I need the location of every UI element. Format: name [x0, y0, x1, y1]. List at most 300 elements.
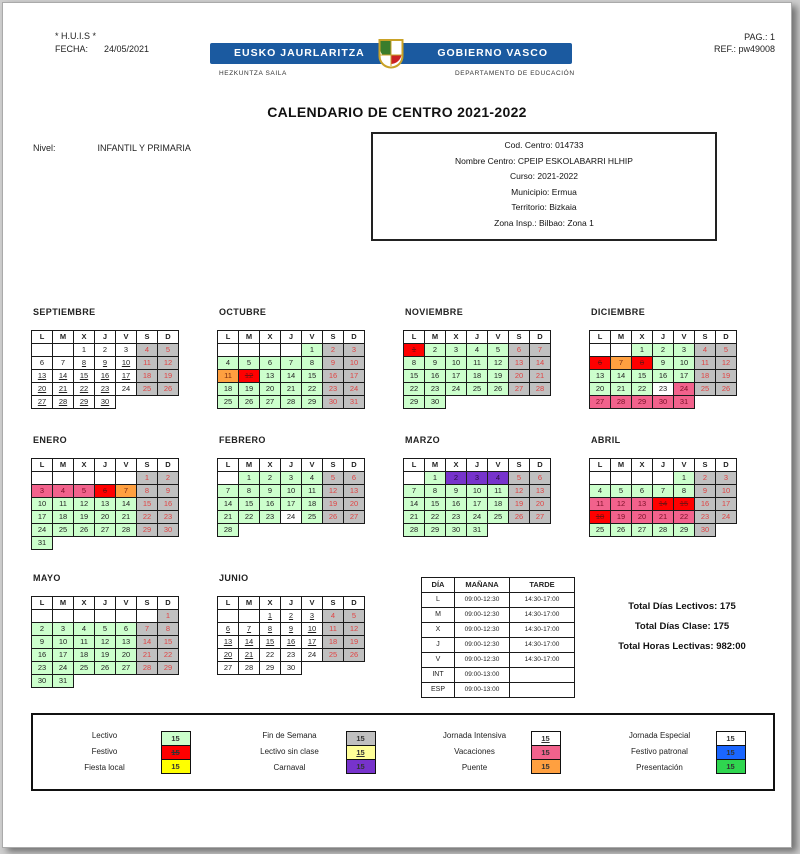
- day-header-cell: X: [259, 596, 281, 610]
- day-cell-blank: [238, 609, 260, 623]
- day-cell: 2: [322, 343, 344, 357]
- day-cell: 17: [715, 497, 737, 511]
- schedule-cell: 14:30-17:00: [509, 607, 575, 623]
- day-cell: 22: [238, 510, 260, 524]
- day-header-row: [217, 596, 365, 610]
- day-cell: 3: [115, 343, 137, 357]
- legend-label: Vacaciones: [454, 747, 495, 756]
- day-header-cell: J: [652, 458, 674, 472]
- day-cell: 10: [52, 635, 74, 649]
- day-cell: 23: [445, 510, 467, 524]
- legend-swatch: 15: [531, 731, 561, 746]
- schedule-cell: 14:30-17:00: [509, 652, 575, 668]
- day-cell: 9: [694, 484, 716, 498]
- basque-coat-of-arms-icon: [374, 36, 409, 71]
- day-cell-blank: [217, 471, 239, 485]
- day-cell: 10: [301, 622, 323, 636]
- day-cell: 16: [322, 369, 344, 383]
- day-cell: 30: [694, 523, 716, 537]
- day-cell: 29: [73, 395, 95, 409]
- nivel-row: [33, 143, 191, 153]
- day-cell: 11: [136, 356, 158, 370]
- schedule-cell: 14:30-17:00: [509, 622, 575, 638]
- day-cell: 10: [343, 356, 365, 370]
- week-row: [217, 510, 365, 524]
- day-cell: 12: [343, 622, 365, 636]
- day-cell: 30: [94, 395, 116, 409]
- day-cell: 19: [322, 497, 344, 511]
- day-cell: 27: [115, 661, 137, 675]
- day-cell: 12: [487, 356, 509, 370]
- day-cell: 9: [157, 484, 179, 498]
- day-cell: 13: [31, 369, 53, 383]
- day-cell: 2: [31, 622, 53, 636]
- day-cell: 5: [343, 609, 365, 623]
- day-cell: 28: [52, 395, 74, 409]
- month-block: [403, 431, 589, 569]
- day-cell: 20: [589, 382, 611, 396]
- day-cell: 29: [424, 523, 446, 537]
- day-cell-blank: [73, 471, 95, 485]
- day-cell: 22: [301, 382, 323, 396]
- day-cell: 9: [652, 356, 674, 370]
- day-cell: 10: [466, 484, 488, 498]
- day-header-cell: L: [31, 458, 53, 472]
- schedule-cell: 09:00-13:00: [454, 682, 510, 698]
- day-cell: 21: [610, 382, 632, 396]
- day-header-cell: V: [487, 330, 509, 344]
- day-cell: 19: [157, 369, 179, 383]
- day-cell: 10: [445, 356, 467, 370]
- day-cell: 11: [322, 622, 344, 636]
- month-table: [217, 330, 365, 409]
- week-row: [31, 536, 179, 550]
- legend-label: Carnaval: [273, 763, 306, 772]
- schedule-cell: 14:30-17:00: [509, 637, 575, 653]
- day-header-cell: J: [466, 458, 488, 472]
- day-cell: 18: [217, 382, 239, 396]
- schedule-row: [421, 622, 589, 638]
- nivel-value: INFANTIL Y PRIMARIA: [97, 143, 191, 153]
- total-line: Total Días Clase: 175: [634, 621, 730, 632]
- schedule-header-row: [421, 577, 589, 593]
- week-row: [217, 395, 365, 409]
- day-cell: 31: [52, 674, 74, 688]
- month-block: [217, 303, 403, 431]
- day-cell: 11: [466, 356, 488, 370]
- day-cell: 15: [424, 497, 446, 511]
- day-header-cell: S: [508, 330, 530, 344]
- day-cell: 23: [94, 382, 116, 396]
- day-cell: 10: [715, 484, 737, 498]
- day-cell: 30: [445, 523, 467, 537]
- week-row: [31, 471, 179, 485]
- month-block: [217, 431, 403, 569]
- day-cell: 26: [94, 661, 116, 675]
- day-cell: 26: [610, 523, 632, 537]
- week-row: [217, 609, 365, 623]
- day-cell: 18: [301, 497, 323, 511]
- day-header-row: [589, 458, 737, 472]
- day-cell: 10: [31, 497, 53, 511]
- day-header-cell: J: [280, 458, 302, 472]
- day-cell: 16: [94, 369, 116, 383]
- day-cell: 7: [217, 484, 239, 498]
- day-cell: 22: [424, 510, 446, 524]
- day-cell: 6: [259, 356, 281, 370]
- months-grid: [31, 303, 775, 698]
- schedule-header-cell: DÍA: [421, 577, 455, 593]
- legend-labels: [246, 728, 334, 776]
- day-cell: 21: [115, 510, 137, 524]
- legend-swatch: 15: [346, 759, 376, 774]
- day-cell: 24: [466, 510, 488, 524]
- week-row: [589, 497, 737, 511]
- day-cell: 29: [403, 395, 425, 409]
- day-cell-blank: [52, 609, 74, 623]
- day-cell: 6: [508, 343, 530, 357]
- day-cell: 29: [259, 661, 281, 675]
- day-cell-blank: [31, 609, 53, 623]
- day-cell: 1: [73, 343, 95, 357]
- day-cell: 19: [508, 497, 530, 511]
- day-cell: 3: [301, 609, 323, 623]
- day-cell: 4: [136, 343, 158, 357]
- day-cell: 9: [322, 356, 344, 370]
- day-header-cell: V: [673, 458, 695, 472]
- legend-swatches: [716, 731, 746, 774]
- day-cell: 19: [487, 369, 509, 383]
- day-cell: 9: [445, 484, 467, 498]
- day-header-cell: V: [115, 330, 137, 344]
- day-cell: 20: [217, 648, 239, 662]
- day-header-cell: S: [322, 330, 344, 344]
- legend-label: Festivo: [91, 747, 118, 756]
- schedule-cell: L: [421, 592, 455, 608]
- day-cell: 24: [343, 382, 365, 396]
- legend-swatch: 15: [716, 745, 746, 760]
- day-cell: 8: [631, 356, 653, 370]
- day-cell-blank: [217, 609, 239, 623]
- day-cell: 13: [529, 484, 551, 498]
- day-header-cell: J: [94, 458, 116, 472]
- day-cell: 23: [259, 510, 281, 524]
- day-header-cell: X: [73, 458, 95, 472]
- day-cell: 17: [31, 510, 53, 524]
- schedule-row: [421, 637, 589, 653]
- week-row: [589, 343, 737, 357]
- day-cell: 7: [280, 356, 302, 370]
- day-header-row: [217, 330, 365, 344]
- legend-label: Presentación: [636, 763, 683, 772]
- month-title: FEBRERO: [219, 435, 266, 445]
- day-cell: 23: [694, 510, 716, 524]
- legend-swatch: 15: [161, 731, 191, 746]
- month-title: SEPTIEMBRE: [33, 307, 96, 317]
- fecha-row: [55, 44, 149, 54]
- day-cell-blank: [589, 343, 611, 357]
- day-header-cell: X: [631, 458, 653, 472]
- day-cell: 19: [343, 635, 365, 649]
- legend-swatches: [161, 731, 191, 774]
- day-cell: 20: [343, 497, 365, 511]
- day-cell: 1: [157, 609, 179, 623]
- day-cell: 6: [115, 622, 137, 636]
- day-cell: 3: [343, 343, 365, 357]
- schedule-cell: X: [421, 622, 455, 638]
- day-cell: 18: [487, 497, 509, 511]
- day-cell-blank: [280, 343, 302, 357]
- day-cell-blank: [94, 471, 116, 485]
- page-title: CALENDARIO DE CENTRO 2021-2022: [267, 104, 527, 120]
- day-cell: 4: [322, 609, 344, 623]
- week-row: [217, 484, 365, 498]
- day-cell: 22: [157, 648, 179, 662]
- day-cell-blank: [589, 471, 611, 485]
- week-row: [217, 497, 365, 511]
- day-cell: 29: [631, 395, 653, 409]
- month-block: [589, 431, 775, 569]
- department-name-spanish: DEPARTAMENTO DE EDUCACIÓN: [455, 70, 575, 77]
- day-cell-blank: [94, 609, 116, 623]
- day-cell: 12: [73, 497, 95, 511]
- day-cell: 4: [487, 471, 509, 485]
- day-cell: 2: [157, 471, 179, 485]
- day-cell: 5: [508, 471, 530, 485]
- day-cell: 7: [136, 622, 158, 636]
- day-cell: 8: [238, 484, 260, 498]
- day-cell-blank: [610, 343, 632, 357]
- schedule-cell: M: [421, 607, 455, 623]
- legend-swatch: 15: [161, 745, 191, 760]
- day-cell: 25: [301, 510, 323, 524]
- schedule-cell: [509, 682, 575, 698]
- day-cell: 3: [52, 622, 74, 636]
- info-line: Nombre Centro: CPEIP ESKOLABARRI HLHIP: [455, 155, 633, 166]
- week-row: [589, 523, 737, 537]
- info-line: Territorio: Bizkaia: [511, 202, 577, 212]
- day-header-cell: D: [157, 330, 179, 344]
- week-row: [217, 622, 365, 636]
- total-line: Total Días Lectivos: 175: [628, 601, 736, 612]
- week-row: [217, 635, 365, 649]
- legend-labels: [61, 728, 149, 776]
- schedule-cell: INT: [421, 667, 455, 683]
- day-cell-blank: [610, 471, 632, 485]
- day-cell: 25: [73, 661, 95, 675]
- logo-text-spanish: GOBIERNO VASCO: [437, 47, 548, 59]
- day-cell-blank: [652, 471, 674, 485]
- week-row: [217, 356, 365, 370]
- legend-label: Jornada Intensiva: [442, 731, 507, 740]
- legend-label: Puente: [461, 763, 488, 772]
- day-cell-blank: [136, 609, 158, 623]
- day-cell: 28: [652, 523, 674, 537]
- schedule-cell: 09:00-12:30: [454, 622, 510, 638]
- day-cell: 26: [322, 510, 344, 524]
- week-row: [31, 648, 179, 662]
- day-cell: 9: [31, 635, 53, 649]
- week-row: [31, 622, 179, 636]
- day-cell: 17: [445, 369, 467, 383]
- day-cell: 17: [466, 497, 488, 511]
- day-cell-blank: [31, 343, 53, 357]
- day-cell: 12: [322, 484, 344, 498]
- day-cell: 15: [301, 369, 323, 383]
- day-cell: 28: [136, 661, 158, 675]
- day-cell: 24: [52, 661, 74, 675]
- day-header-cell: M: [52, 330, 74, 344]
- day-cell: 9: [94, 356, 116, 370]
- day-cell: 20: [529, 497, 551, 511]
- day-cell: 6: [343, 471, 365, 485]
- week-row: [31, 497, 179, 511]
- month-table: [217, 596, 365, 675]
- schedule-row: [421, 682, 589, 698]
- day-header-cell: M: [52, 458, 74, 472]
- week-row: [403, 510, 551, 524]
- day-cell: 17: [673, 369, 695, 383]
- month-title: NOVIEMBRE: [405, 307, 464, 317]
- week-row: [403, 343, 551, 357]
- day-cell: 5: [94, 622, 116, 636]
- day-cell: 7: [238, 622, 260, 636]
- day-cell: 1: [238, 471, 260, 485]
- day-header-cell: J: [652, 330, 674, 344]
- month-title: ENERO: [33, 435, 68, 445]
- day-cell: 26: [238, 395, 260, 409]
- day-header-cell: L: [217, 596, 239, 610]
- day-header-cell: V: [301, 458, 323, 472]
- week-row: [589, 369, 737, 383]
- week-row: [589, 471, 737, 485]
- day-cell: 21: [403, 510, 425, 524]
- day-cell: 21: [652, 510, 674, 524]
- day-cell: 7: [403, 484, 425, 498]
- day-header-cell: L: [403, 458, 425, 472]
- day-cell: 30: [31, 674, 53, 688]
- day-cell: 24: [715, 510, 737, 524]
- day-cell: 20: [94, 510, 116, 524]
- legend-swatch: 15: [161, 759, 191, 774]
- day-cell: 3: [445, 343, 467, 357]
- day-cell-blank: [52, 343, 74, 357]
- day-cell: 27: [343, 510, 365, 524]
- day-header-cell: S: [322, 596, 344, 610]
- day-cell: 1: [136, 471, 158, 485]
- schedule-cell: [509, 667, 575, 683]
- day-cell: 18: [73, 648, 95, 662]
- day-header-row: [589, 330, 737, 344]
- day-cell: 23: [652, 382, 674, 396]
- day-cell-blank: [403, 471, 425, 485]
- day-header-cell: M: [52, 596, 74, 610]
- month-table: [589, 330, 737, 409]
- page-ref-block: [714, 31, 775, 55]
- week-row: [31, 356, 179, 370]
- day-cell: 1: [673, 471, 695, 485]
- day-cell: 4: [217, 356, 239, 370]
- day-cell: 4: [73, 622, 95, 636]
- week-row: [217, 661, 365, 675]
- day-cell: 24: [673, 382, 695, 396]
- day-cell: 24: [31, 523, 53, 537]
- day-cell: 25: [487, 510, 509, 524]
- week-row: [217, 343, 365, 357]
- day-cell: 13: [217, 635, 239, 649]
- schedule-cell: 09:00-12:30: [454, 652, 510, 668]
- department-name-basque: HEZKUNTZA SAILA: [219, 70, 287, 77]
- day-cell: 26: [157, 382, 179, 396]
- day-header-cell: S: [694, 330, 716, 344]
- schedule-header-cell: TARDE: [509, 577, 575, 593]
- day-header-cell: D: [157, 458, 179, 472]
- day-cell: 19: [73, 510, 95, 524]
- day-cell: 25: [466, 382, 488, 396]
- day-cell: 17: [115, 369, 137, 383]
- day-cell: 20: [631, 510, 653, 524]
- week-row: [31, 484, 179, 498]
- day-cell: 30: [424, 395, 446, 409]
- day-header-cell: M: [238, 330, 260, 344]
- day-cell: 2: [652, 343, 674, 357]
- day-header-cell: L: [31, 596, 53, 610]
- month-block: [217, 569, 403, 698]
- day-cell: 21: [52, 382, 74, 396]
- day-cell: 24: [301, 648, 323, 662]
- day-cell: 22: [673, 510, 695, 524]
- day-cell: 8: [301, 356, 323, 370]
- day-cell: 4: [301, 471, 323, 485]
- day-cell: 25: [217, 395, 239, 409]
- day-cell: 28: [610, 395, 632, 409]
- day-cell: 2: [280, 609, 302, 623]
- day-header-cell: X: [259, 330, 281, 344]
- totals-block: [589, 597, 775, 698]
- fecha-label: FECHA:: [55, 44, 89, 54]
- day-cell: 10: [115, 356, 137, 370]
- day-cell: 18: [322, 635, 344, 649]
- day-cell: 17: [52, 648, 74, 662]
- day-cell: 21: [529, 369, 551, 383]
- week-row: [403, 395, 551, 409]
- week-row: [31, 635, 179, 649]
- day-cell: 27: [529, 510, 551, 524]
- day-header-cell: L: [217, 330, 239, 344]
- center-info-box: [371, 132, 717, 241]
- day-cell: 28: [217, 523, 239, 537]
- day-header-row: [403, 330, 551, 344]
- month-block: [403, 303, 589, 431]
- legend-swatches: [346, 731, 376, 774]
- day-cell: 13: [589, 369, 611, 383]
- day-cell: 14: [136, 635, 158, 649]
- week-row: [403, 497, 551, 511]
- day-cell: 20: [31, 382, 53, 396]
- day-header-cell: L: [217, 458, 239, 472]
- day-cell: 26: [487, 382, 509, 396]
- day-cell: 25: [136, 382, 158, 396]
- day-cell: 14: [403, 497, 425, 511]
- day-cell: 4: [694, 343, 716, 357]
- week-row: [31, 382, 179, 396]
- day-header-cell: S: [508, 458, 530, 472]
- month-title: ABRIL: [591, 435, 621, 445]
- legend-swatch: 15: [531, 759, 561, 774]
- day-header-cell: X: [445, 330, 467, 344]
- day-cell: 8: [403, 356, 425, 370]
- month-block: [31, 303, 217, 431]
